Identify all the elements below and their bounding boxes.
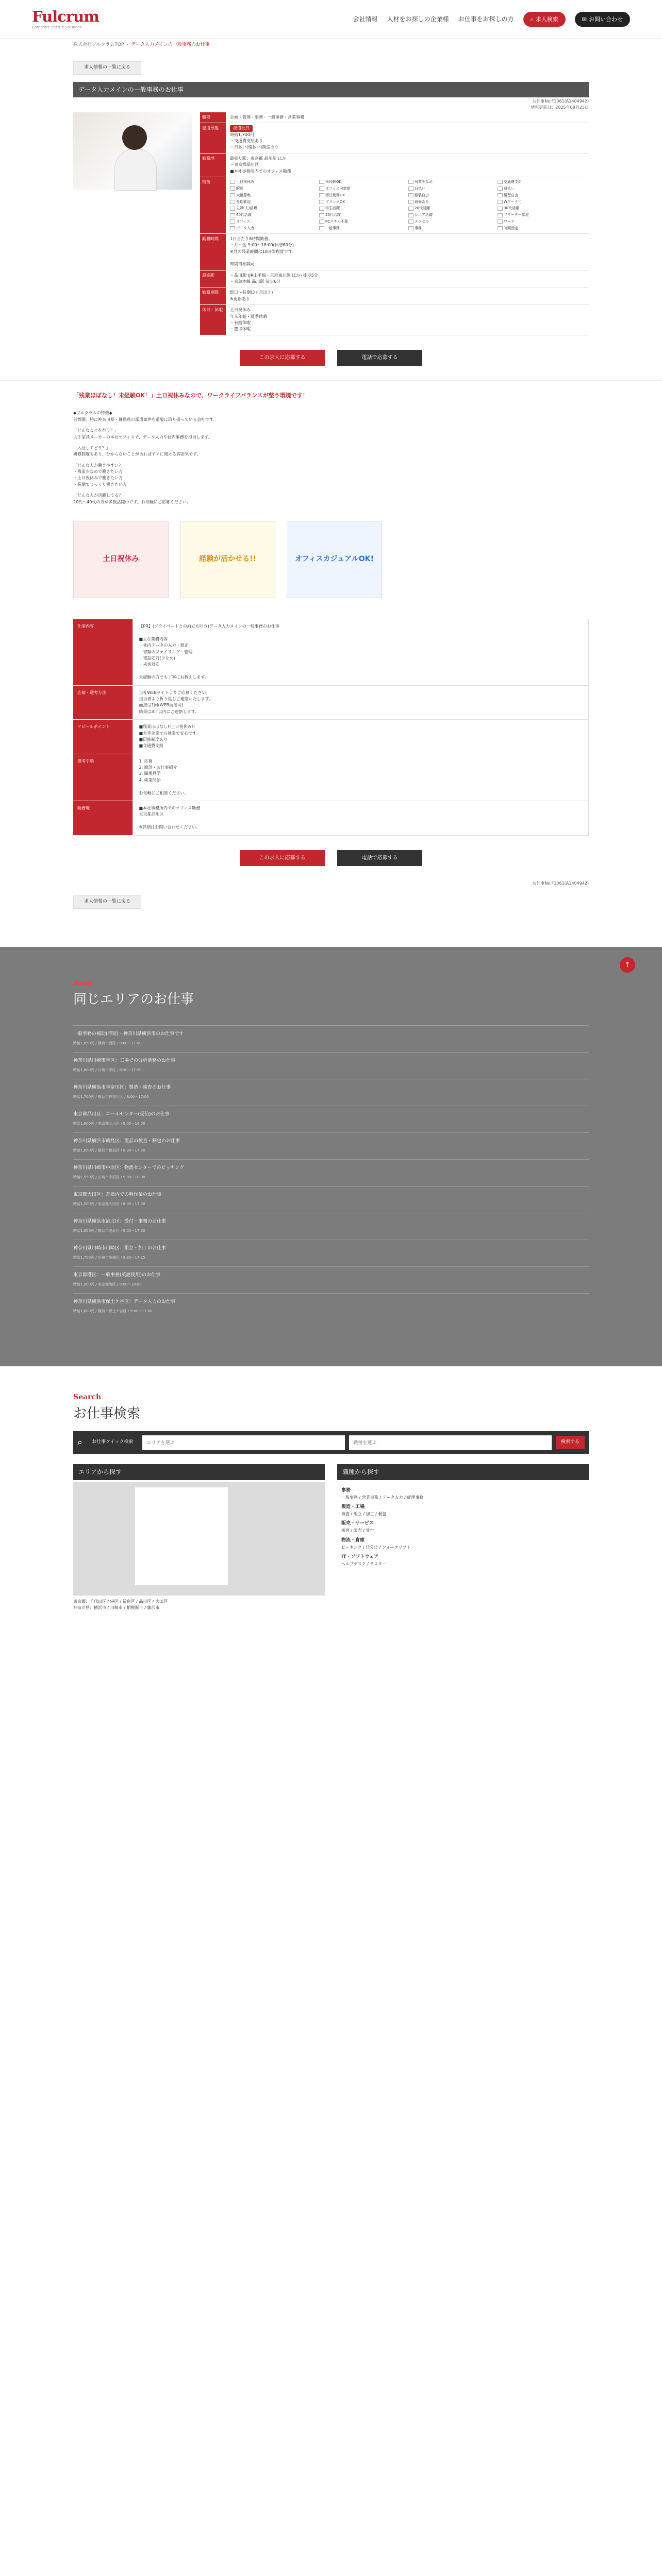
feature-item: 長期歓迎 bbox=[230, 199, 317, 205]
feature-item: 一般事務 bbox=[319, 226, 406, 231]
spec-key: アピールポイント bbox=[73, 720, 133, 754]
feature-item: 交通費支給 bbox=[498, 179, 585, 185]
feature-item: ブランクOK bbox=[319, 199, 406, 205]
feature-item: 駅近 bbox=[230, 186, 317, 192]
area-job-item[interactable] bbox=[73, 1132, 589, 1159]
breadcrumb-sep: › bbox=[126, 42, 128, 47]
back-to-list-button-bottom[interactable]: 求人情報の一覧に戻る bbox=[73, 895, 141, 909]
spec-row bbox=[73, 720, 589, 754]
spec-key: 仕事内容 bbox=[73, 619, 133, 686]
feature-item: シニア活躍 bbox=[408, 212, 495, 218]
breadcrumb-home[interactable]: 株式会社フルクラムTOP bbox=[73, 42, 124, 47]
area-map[interactable] bbox=[73, 1482, 325, 1596]
pr-paragraph: 「入社してどう？」 研修制度もあり、分からないことがあればすぐに聞ける雰囲気です。 bbox=[73, 445, 201, 457]
area-job-detail: 時給1,550円 / 川崎市中原区 / 9:00～18:00 bbox=[73, 1175, 145, 1180]
job-detail-value bbox=[226, 270, 589, 287]
feature-item: 即日勤務OK bbox=[319, 193, 406, 198]
area-job-item[interactable] bbox=[73, 1293, 589, 1320]
pr-headline: 「残業ほぼなし！未経験OK！」土日祝休みなので、ワークライフバランスが整う環境です！ bbox=[73, 392, 308, 399]
job-meta bbox=[73, 98, 589, 110]
spec-row bbox=[73, 619, 589, 686]
scroll-top-button[interactable]: ↑ bbox=[620, 957, 635, 973]
job-detail-text: 最寄り駅：東京都 品川駅 ほか ・東京都品川区 ■本社事務所内でのオフィス勤務 bbox=[230, 156, 291, 174]
area-job-detail: 時給1,650円 / 横浜市港北区 / 9:00～17:30 bbox=[73, 1229, 145, 1233]
area-job-detail: 時給1,650円 / 横浜市鶴見区 / 8:30～17:30 bbox=[73, 1148, 145, 1153]
feature-item: 未経験OK bbox=[319, 179, 406, 185]
job-detail-value bbox=[226, 123, 589, 154]
nav-jobseekers[interactable]: お仕事をお探しの方 bbox=[458, 15, 514, 23]
global-nav bbox=[353, 12, 630, 27]
cta-row-bottom bbox=[73, 850, 589, 867]
feature-item: 髪型自由 bbox=[498, 193, 585, 198]
feature-list bbox=[230, 179, 585, 231]
job-detail-value bbox=[226, 287, 589, 305]
job-detail-value bbox=[226, 233, 589, 270]
occupation-heading[interactable]: 販売・サービス bbox=[341, 1521, 374, 1527]
job-detail-row bbox=[200, 177, 589, 233]
site-header bbox=[0, 0, 662, 39]
job-search-button[interactable] bbox=[523, 12, 566, 27]
area-job-title: 東京都品川区：コールセンター(受信)のお仕事 bbox=[73, 1112, 170, 1117]
pr-paragraph: 「どんなことを行う？」 大手家具メーカーの本社オフィスで、データ入力や社内事務を担当します。 bbox=[73, 428, 213, 439]
job-detail-text: 土日祝休み 年末年始・夏季休暇 ・有給休暇 ・慶弔休暇 bbox=[230, 308, 267, 332]
job-search-panel bbox=[337, 1464, 589, 1614]
spec-key: 応募・選考方法 bbox=[73, 685, 133, 720]
feature-item: 学生活躍 bbox=[319, 206, 406, 211]
area-job-detail: 時給1,600円 / 横浜市保土ケ谷区 / 9:00～17:00 bbox=[73, 1309, 153, 1313]
feature-item: オフィス内禁煙 bbox=[319, 186, 406, 192]
job-detail-key: 最寄駅 bbox=[200, 270, 226, 287]
job-detail-row bbox=[200, 270, 589, 287]
spec-meta: お仕事No.F1061(A1404942) bbox=[532, 881, 589, 886]
logo-text: Fulcrum bbox=[32, 8, 99, 25]
feature-item: 事務 bbox=[408, 226, 495, 231]
occupation-links[interactable]: 接客 / 販売 / 受付 bbox=[341, 1528, 374, 1533]
feature-item: 残業少なめ bbox=[408, 179, 495, 185]
breadcrumb bbox=[73, 39, 589, 52]
feature-item: 服装自由 bbox=[408, 193, 495, 198]
job-detail-row bbox=[200, 305, 589, 335]
pr-image-experience bbox=[180, 521, 275, 598]
search-section bbox=[0, 1366, 662, 1640]
occupation-links[interactable]: 一般事務 / 営業事務 / データ入力 / 経理事務 bbox=[341, 1495, 424, 1500]
job-detail-key: 勤務時間 bbox=[200, 233, 226, 270]
area-job-item[interactable] bbox=[73, 1213, 589, 1240]
occupation-heading[interactable]: 事務 bbox=[341, 1487, 351, 1493]
feature-item: 大量募集 bbox=[230, 193, 317, 198]
job-detail-key: 勤務地 bbox=[200, 153, 226, 177]
job-detail-key: 勤務期間 bbox=[200, 287, 226, 305]
job-detail-key: 休日・休暇 bbox=[200, 305, 226, 335]
pr-image-casual-text: オフィスカジュアルOK! bbox=[295, 555, 374, 564]
job-detail-row bbox=[200, 153, 589, 177]
occupation-heading[interactable]: IT・ソフトウェア bbox=[341, 1554, 379, 1560]
search-icon: ⌕ bbox=[77, 1437, 83, 1448]
pr-paragraph: 「どんな人が活躍してる？」 20代～40代の方が多数活躍中です。お気軽にご応募ください。 bbox=[73, 493, 191, 504]
spec-row bbox=[73, 685, 589, 720]
pr-image-casual bbox=[287, 521, 382, 598]
job-detail-row bbox=[200, 123, 589, 154]
feature-item: フリーター歓迎 bbox=[498, 212, 585, 218]
spec-row bbox=[73, 801, 589, 836]
area-job-title: 東京都大田区：倉庫内での軽作業のお仕事 bbox=[73, 1192, 162, 1198]
area-job-title: 神奈川県横浜市港北区：受付・事務のお仕事 bbox=[73, 1219, 167, 1225]
area-job-detail: 時給1,800円 / 川崎市幸区 / 8:30～17:30 bbox=[73, 1068, 142, 1073]
job-detail-key: 職種 bbox=[200, 112, 226, 123]
search-submit-button[interactable]: 検索する bbox=[556, 1436, 585, 1449]
cta-row bbox=[73, 350, 589, 366]
spec-value: ■本社事務所内でのオフィス勤務 東京都品川区 ※詳細はお問い合わせください。 bbox=[133, 801, 589, 836]
occupation-heading[interactable]: 物流・倉庫 bbox=[341, 1537, 365, 1543]
apply-button[interactable]: この求人に応募する bbox=[240, 350, 325, 366]
area-label: Area bbox=[73, 979, 92, 988]
feature-item: 50代活躍 bbox=[319, 212, 406, 218]
area-job-title: 神奈川県川崎市幸区：工場での分析業務のお仕事 bbox=[73, 1058, 176, 1064]
occupation-links[interactable]: ピッキング / 仕分け / フォークリフト bbox=[341, 1545, 411, 1550]
pr-section bbox=[73, 381, 589, 926]
logo-sub: Corporate Recruit Solutions bbox=[32, 25, 82, 29]
area-job-item[interactable] bbox=[73, 1159, 589, 1186]
job-detail-row bbox=[200, 287, 589, 305]
area-job-item[interactable] bbox=[73, 1079, 589, 1106]
nav-company[interactable]: 会社情報 bbox=[353, 15, 378, 23]
job-photo bbox=[73, 112, 192, 190]
quick-search-bar bbox=[73, 1431, 589, 1454]
pr-image-holidays bbox=[73, 521, 169, 598]
occupation-links[interactable]: ヘルプデスク / テスター bbox=[341, 1561, 387, 1566]
spec-value: 1. 応募 2. 面談・お仕事紹介 3. 職場見学 4. 就業開始 お気軽にご相談ください。 bbox=[133, 754, 589, 801]
pr-image-holidays-text: 土日祝休み bbox=[103, 555, 139, 564]
back-to-list-button[interactable]: 求人情報の一覧に戻る bbox=[73, 61, 141, 75]
pr-paragraph: ◆フルクラムの特徴◆ 首都圏、特に神奈川県・静岡県の派遣案件を重要に取り扱っている会社です。 bbox=[73, 411, 218, 422]
job-detail-text: ・品川駅 (JR山手線・京浜東北線 ほか) 徒歩5分 ・京急本線 品川駅 徒歩6分 bbox=[230, 273, 318, 284]
feature-item: 主婦(夫)活躍 bbox=[230, 206, 317, 211]
mail-icon: ✉ bbox=[582, 15, 587, 23]
employment-tag: 派遣社員 bbox=[230, 125, 253, 131]
area-job-title: 神奈川県横浜市神奈川区：製造・検査のお仕事 bbox=[73, 1085, 171, 1091]
job-detail-row bbox=[200, 233, 589, 270]
call-button[interactable]: 電話で応募する bbox=[337, 350, 422, 366]
area-title: 同じエリアのお仕事 bbox=[73, 991, 194, 1007]
feature-item: 時間固定 bbox=[498, 226, 585, 231]
area-section bbox=[0, 947, 662, 1366]
area-job-title: 神奈川県横浜市鶴見区：製品の検査・梱包のお仕事 bbox=[73, 1139, 180, 1144]
feature-item: データ入力 bbox=[230, 226, 317, 231]
contact-label: お問い合わせ bbox=[589, 15, 623, 23]
job-detail-value bbox=[226, 305, 589, 335]
spec-value: ■残業ほぼなし!!土日祝休み!! ■大手企業での就業で安心です。 ■研修制度あり ■交通費支給 bbox=[133, 720, 589, 754]
area-job-title: 神奈川県川崎市中原区：物流センターでのピッキング bbox=[73, 1165, 185, 1171]
occupation-heading[interactable]: 製造・工場 bbox=[341, 1504, 365, 1510]
area-job-item[interactable] bbox=[73, 1052, 589, 1079]
job-search-heading: 職種から探す bbox=[337, 1464, 589, 1480]
pref-tokyo[interactable]: 東京都：千代田区 / 港区 / 新宿区 / 品川区 / 大田区 bbox=[73, 1599, 168, 1604]
site-logo[interactable] bbox=[32, 9, 99, 29]
spec-key: 勤務地 bbox=[73, 801, 133, 836]
pref-list bbox=[73, 1596, 325, 1615]
job-detail-value bbox=[226, 112, 589, 123]
feature-item: 30代活躍 bbox=[498, 206, 585, 211]
apply-button-bottom[interactable]: この求人に応募する bbox=[240, 850, 325, 867]
feature-item: ワード bbox=[498, 219, 585, 225]
pr-image-experience-text: 経験が活かせる!! bbox=[199, 555, 256, 564]
job-detail-value bbox=[226, 153, 589, 177]
area-job-item[interactable] bbox=[73, 1240, 589, 1266]
feature-item: 週払い bbox=[498, 186, 585, 192]
job-detail-row bbox=[200, 112, 589, 123]
search-title: お仕事検索 bbox=[73, 1405, 141, 1421]
feature-item: 40代活躍 bbox=[230, 212, 317, 218]
area-job-item[interactable] bbox=[73, 1186, 589, 1213]
job-spec-table bbox=[73, 619, 589, 836]
area-job-detail: 時給1,700円 / 川崎市川崎区 / 8:30～17:15 bbox=[73, 1256, 145, 1260]
area-job-detail: 時給1,900円 / 東京都港区 / 9:00～18:00 bbox=[73, 1282, 142, 1286]
area-job-detail: 時給1,650円 / 横浜市西区 / 9:00～17:00 bbox=[73, 1041, 142, 1046]
area-search-panel bbox=[73, 1464, 325, 1614]
feature-item: PCスキル不要 bbox=[319, 219, 406, 225]
area-job-title: 神奈川県横浜市保土ケ谷区：データ入力のお仕事 bbox=[73, 1299, 176, 1305]
job-detail-text: 企画・管理・事務・一般事務・営業事務 bbox=[230, 114, 304, 120]
job-detail-table bbox=[200, 112, 589, 335]
feature-item: 20代活躍 bbox=[408, 206, 495, 211]
job-type-select[interactable] bbox=[349, 1435, 552, 1450]
feature-item: Wワーク可 bbox=[498, 199, 585, 205]
area-job-item[interactable] bbox=[73, 1106, 589, 1132]
feature-item: 日払い bbox=[408, 186, 495, 192]
area-job-detail: 時給1,600円 / 東京都品川区 / 9:00～18:00 bbox=[73, 1122, 145, 1126]
job-detail-value bbox=[226, 177, 589, 233]
search-label: Search bbox=[73, 1393, 102, 1402]
feature-item: エクセル bbox=[408, 219, 495, 225]
pref-kanagawa[interactable]: 神奈川県：横浜市 / 川崎市 / 相模原市 / 藤沢市 bbox=[73, 1605, 160, 1610]
job-detail-text: 1日当たり8時間勤務。 ・月～金 9:00～18:00(休憩60分) ※月の残業時間は10時間程度です。 時間帯相談可 bbox=[230, 236, 296, 267]
area-search-heading: エリアから探す bbox=[73, 1464, 325, 1480]
job-detail-text: 時給1,700円 ・交通費支給あり ・日払い(週払い)制度あり bbox=[230, 132, 279, 150]
feature-item: 研修あり bbox=[408, 199, 495, 205]
feature-item: オフィス bbox=[230, 219, 317, 225]
feature-item: 土日祝休み bbox=[230, 179, 317, 185]
area-job-item[interactable] bbox=[73, 1025, 589, 1052]
job-detail-key: 特徴 bbox=[200, 177, 226, 233]
area-job-title: 神奈川県川崎市川崎区：組立・加工のお仕事 bbox=[73, 1246, 167, 1251]
call-button-bottom[interactable]: 電話で応募する bbox=[337, 850, 422, 867]
spec-key: 選考手順 bbox=[73, 754, 133, 801]
pr-images bbox=[73, 521, 589, 598]
breadcrumb-current: データ入力メインの一般事務のお仕事 bbox=[131, 42, 210, 47]
spec-value: 【PR】(プライベートとの両立も叶う)データ入力メインの一般事務のお仕事 ■主な業務内容 ・社内データの入力・修正 ・書類のファイリング・管理 ・電話応対(少なめ) ・来客対応 未経験の方でも丁寧にお教えします。 bbox=[133, 619, 589, 686]
area-job-detail: 時給1,500円 / 東京都大田区 / 8:00～17:00 bbox=[73, 1202, 145, 1207]
area-job-item[interactable] bbox=[73, 1266, 589, 1293]
job-detail-key: 雇用形態 bbox=[200, 123, 226, 154]
job-title: データ入力メインの一般事務のお仕事 bbox=[73, 82, 589, 98]
pr-paragraph: 「どんな人が働きやすい？」 ・残業少なめで働きたい方 ・土日祝休みで働きたい方 ・長期でじっくり働きたい方 bbox=[73, 463, 127, 487]
spec-value: 当社WEBサイトよりご応募ください。 担当者より折り返しご連絡いたします。 面接は1回(WEB面接可) 結果は3日以内にご連絡します。 bbox=[133, 685, 589, 720]
area-job-title: 東京都港区：一般事務(英語使用)のお仕事 bbox=[73, 1273, 161, 1278]
area-job-title: 一般事務の補助(時短)・神奈川県横浜市のお仕事です bbox=[73, 1031, 184, 1037]
job-search-label: 求人検索 bbox=[535, 15, 558, 23]
job-detail-text: 即日～長期(3ヶ月以上) ※更新あり bbox=[230, 290, 273, 301]
area-select[interactable] bbox=[142, 1435, 345, 1450]
nav-employers[interactable]: 人材をお探しの企業様 bbox=[387, 15, 449, 23]
quick-search-label: お仕事クイック検索 bbox=[92, 1439, 134, 1445]
search-icon: ⌕ bbox=[530, 15, 534, 23]
contact-button[interactable] bbox=[575, 12, 630, 27]
area-job-detail: 時給1,700円 / 横浜市神奈川区 / 8:00～17:00 bbox=[73, 1095, 149, 1099]
occupation-links[interactable]: 検査 / 組立 / 加工 / 梱包 bbox=[341, 1511, 387, 1516]
job-updated: 情報更新日：2025年09月25日 bbox=[531, 105, 589, 110]
spec-row bbox=[73, 754, 589, 801]
job-id: お仕事No.F1061(A1404942) bbox=[532, 99, 589, 104]
